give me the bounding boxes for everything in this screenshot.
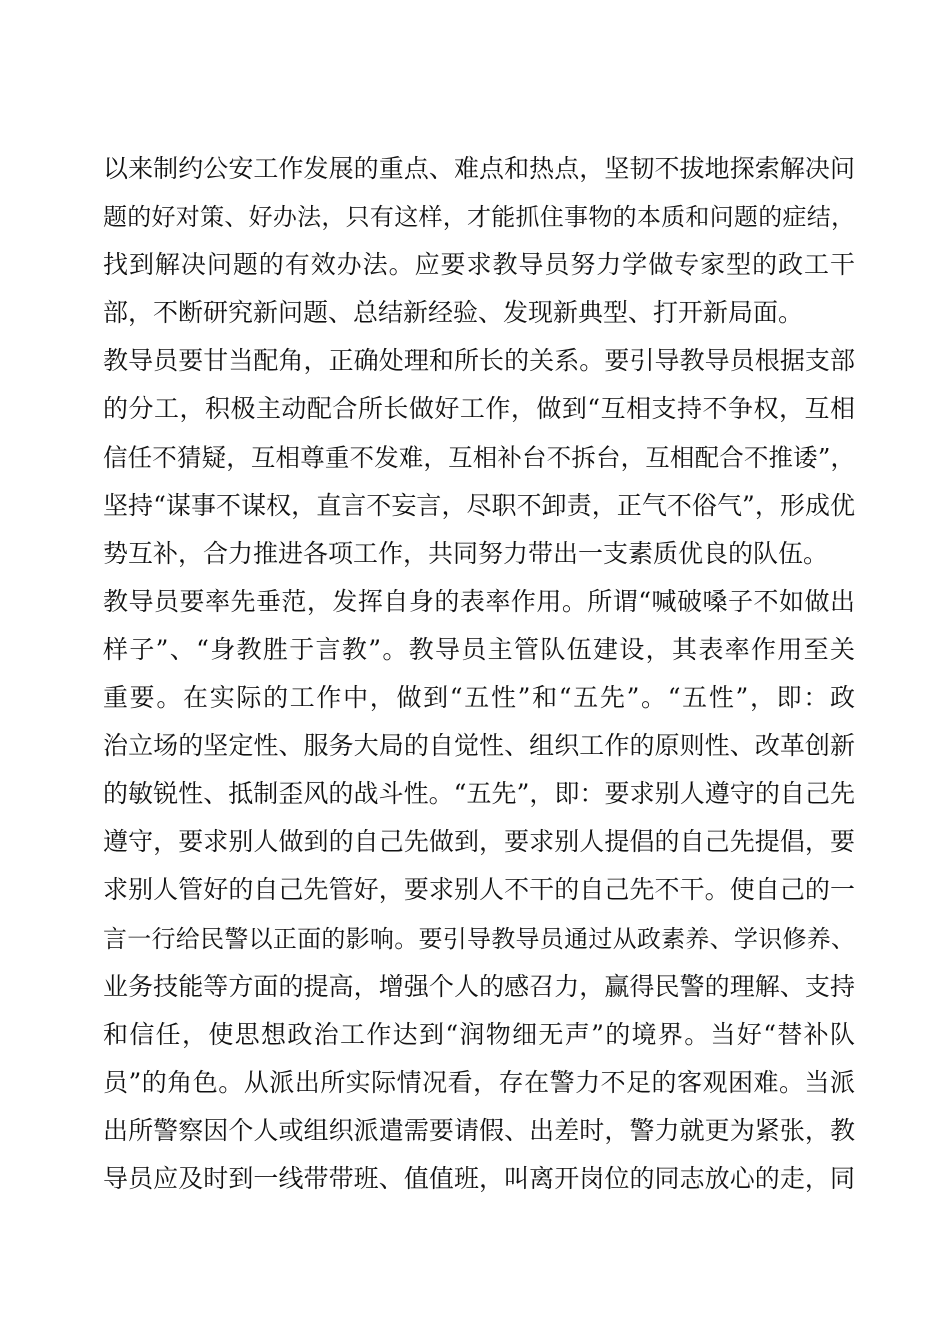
text-line: 出所警察因个人或组织派遣需要请假、出差时，警力就更为紧张，教	[103, 1115, 855, 1145]
text-line: 题的好对策、好办法，只有这样，才能抓住事物的本质和问题的症结，	[103, 203, 855, 232]
text-line: 重要。在实际的工作中，做到“五性”和“五先”。“五性”，即：政	[103, 683, 855, 713]
text-line: 的分工，积极主动配合所长做好工作，做到“互相支持不争权，互相	[103, 394, 855, 424]
text-line: 的敏锐性、抵制歪风的战斗性。“五先”，即：要求别人遵守的自己先	[103, 779, 855, 809]
text-line: 业务技能等方面的提高，增强个人的感召力，赢得民警的理解、支持	[103, 971, 855, 1001]
text-line: 治立场的坚定性、服务大局的自觉性、组织工作的原则性、改革创新	[103, 731, 855, 761]
text-line: 言一行给民警以正面的影响。要引导教导员通过从政素养、学识修养、	[103, 924, 855, 953]
text-line: 部，不断研究新问题、总结新经验、发现新典型、打开新局面。	[103, 298, 804, 328]
text-line: 信任不猜疑，互相尊重不发难，互相补台不拆台，互相配合不推诿”，	[103, 442, 855, 472]
text-line: 以来制约公安工作发展的重点、难点和热点，坚韧不拔地探索解决问	[103, 154, 855, 183]
text-line: 和信任，使思想政治工作达到“润物细无声”的境界。当好“替补队	[103, 1019, 855, 1049]
text-line: 样子”、“身教胜于言教”。教导员主管队伍建设，其表率作用至关	[103, 634, 855, 664]
text-line: 员”的角色。从派出所实际情况看，存在警力不足的客观困难。当派	[103, 1067, 855, 1097]
text-line: 找到解决问题的有效办法。应要求教导员努力学做专家型的政工干	[103, 250, 855, 280]
text-line: 教导员要甘当配角，正确处理和所长的关系。要引导教导员根据支部	[103, 346, 855, 376]
text-line: 势互补，合力推进各项工作，共同努力带出一支素质优良的队伍。	[103, 538, 829, 568]
text-line: 坚持“谋事不谋权，直言不妄言，尽职不卸责，正气不俗气”，形成优	[103, 490, 855, 520]
body-text	[103, 145, 855, 1203]
text-line: 遵守，要求别人做到的自己先做到，要求别人提倡的自己先提倡，要	[103, 827, 855, 857]
text-line: 导员应及时到一线带带班、值值班，叫离开岗位的同志放心的走，同	[103, 1163, 855, 1193]
text-line: 求别人管好的自己先管好，要求别人不干的自己先不干。使自己的一	[103, 875, 855, 905]
text-line: 教导员要率先垂范，发挥自身的表率作用。所谓“喊破嗓子不如做出	[103, 586, 855, 616]
